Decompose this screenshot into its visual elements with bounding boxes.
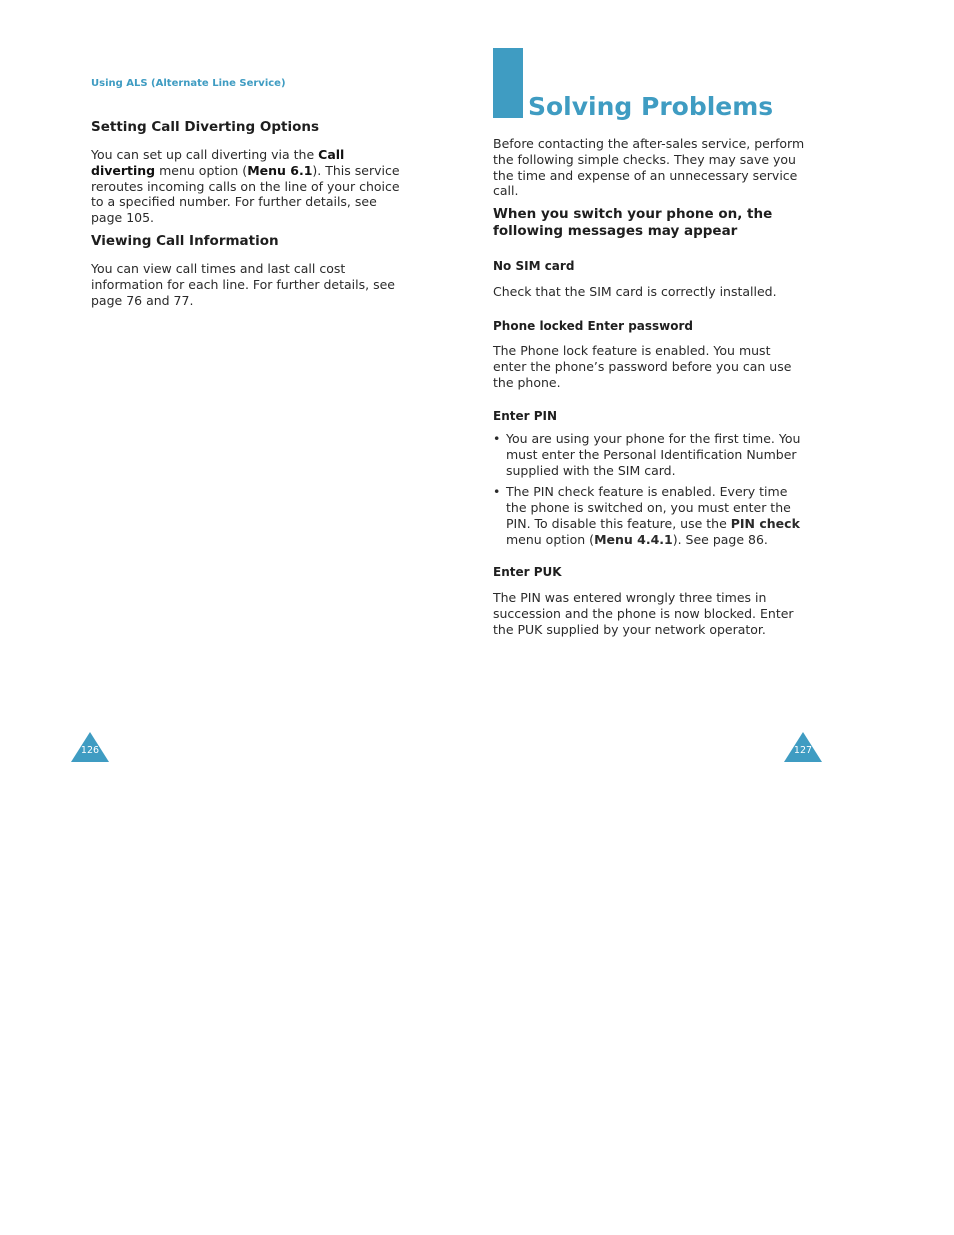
page-number-right — [784, 732, 822, 762]
enter-puk-text: The PIN was entered wrongly three times in succession and the phone is now blocked. Enter the PUK supplied by your network operator. — [493, 590, 794, 637]
section-heading-call-information: Viewing Call Information — [91, 233, 279, 249]
section-text-call-diverting: You can set up call diverting via the Call diverting menu option (Menu 6.1). This service reroutes incoming calls on the line of your choice to a specified number. For further details, see page 105. — [91, 147, 400, 226]
bullet-icon: • — [493, 431, 501, 446]
page-title: Solving Problems — [528, 92, 774, 121]
messages-subheading: When you switch your phone on, the following messages may appear — [493, 206, 773, 239]
phone-locked-text: The Phone lock feature is enabled. You must enter the phone’s password before you can use the phone. — [493, 343, 792, 390]
enter-pin-heading: Enter PIN — [493, 409, 558, 423]
list-item: • The PIN check feature is enabled. Every time the phone is switched on, you must enter the PIN. To disable this feature, use the PIN check menu option (Menu 4.4.1). See page 86. — [493, 484, 800, 547]
list-item: • You are using your phone for the first time. You must enter the Personal Identification Number supplied with the SIM card. — [493, 431, 801, 478]
enter-pin-list — [493, 431, 808, 554]
page-number-left-label: 126 — [80, 745, 100, 756]
bullet-icon: • — [493, 484, 501, 500]
page-number-left — [71, 732, 109, 762]
phone-locked-heading: Phone locked Enter password — [493, 319, 693, 333]
no-sim-heading: No SIM card — [493, 259, 575, 273]
running-head: Using ALS (Alternate Line Service) — [91, 78, 286, 89]
no-sim-text: Check that the SIM card is correctly installed. — [493, 284, 777, 299]
intro-text: Before contacting the after-sales service, perform the following simple checks. They may save you the time and expense of an unnecessary service call. — [493, 136, 805, 199]
title-accent-bar — [493, 48, 523, 118]
page-number-right-label: 127 — [793, 745, 813, 756]
section-text-call-information: You can view call times and last call cost information for each line. For further details, see page 76 and 77. — [91, 261, 395, 308]
enter-puk-heading: Enter PUK — [493, 565, 562, 579]
section-heading-call-diverting: Setting Call Diverting Options — [91, 119, 320, 135]
